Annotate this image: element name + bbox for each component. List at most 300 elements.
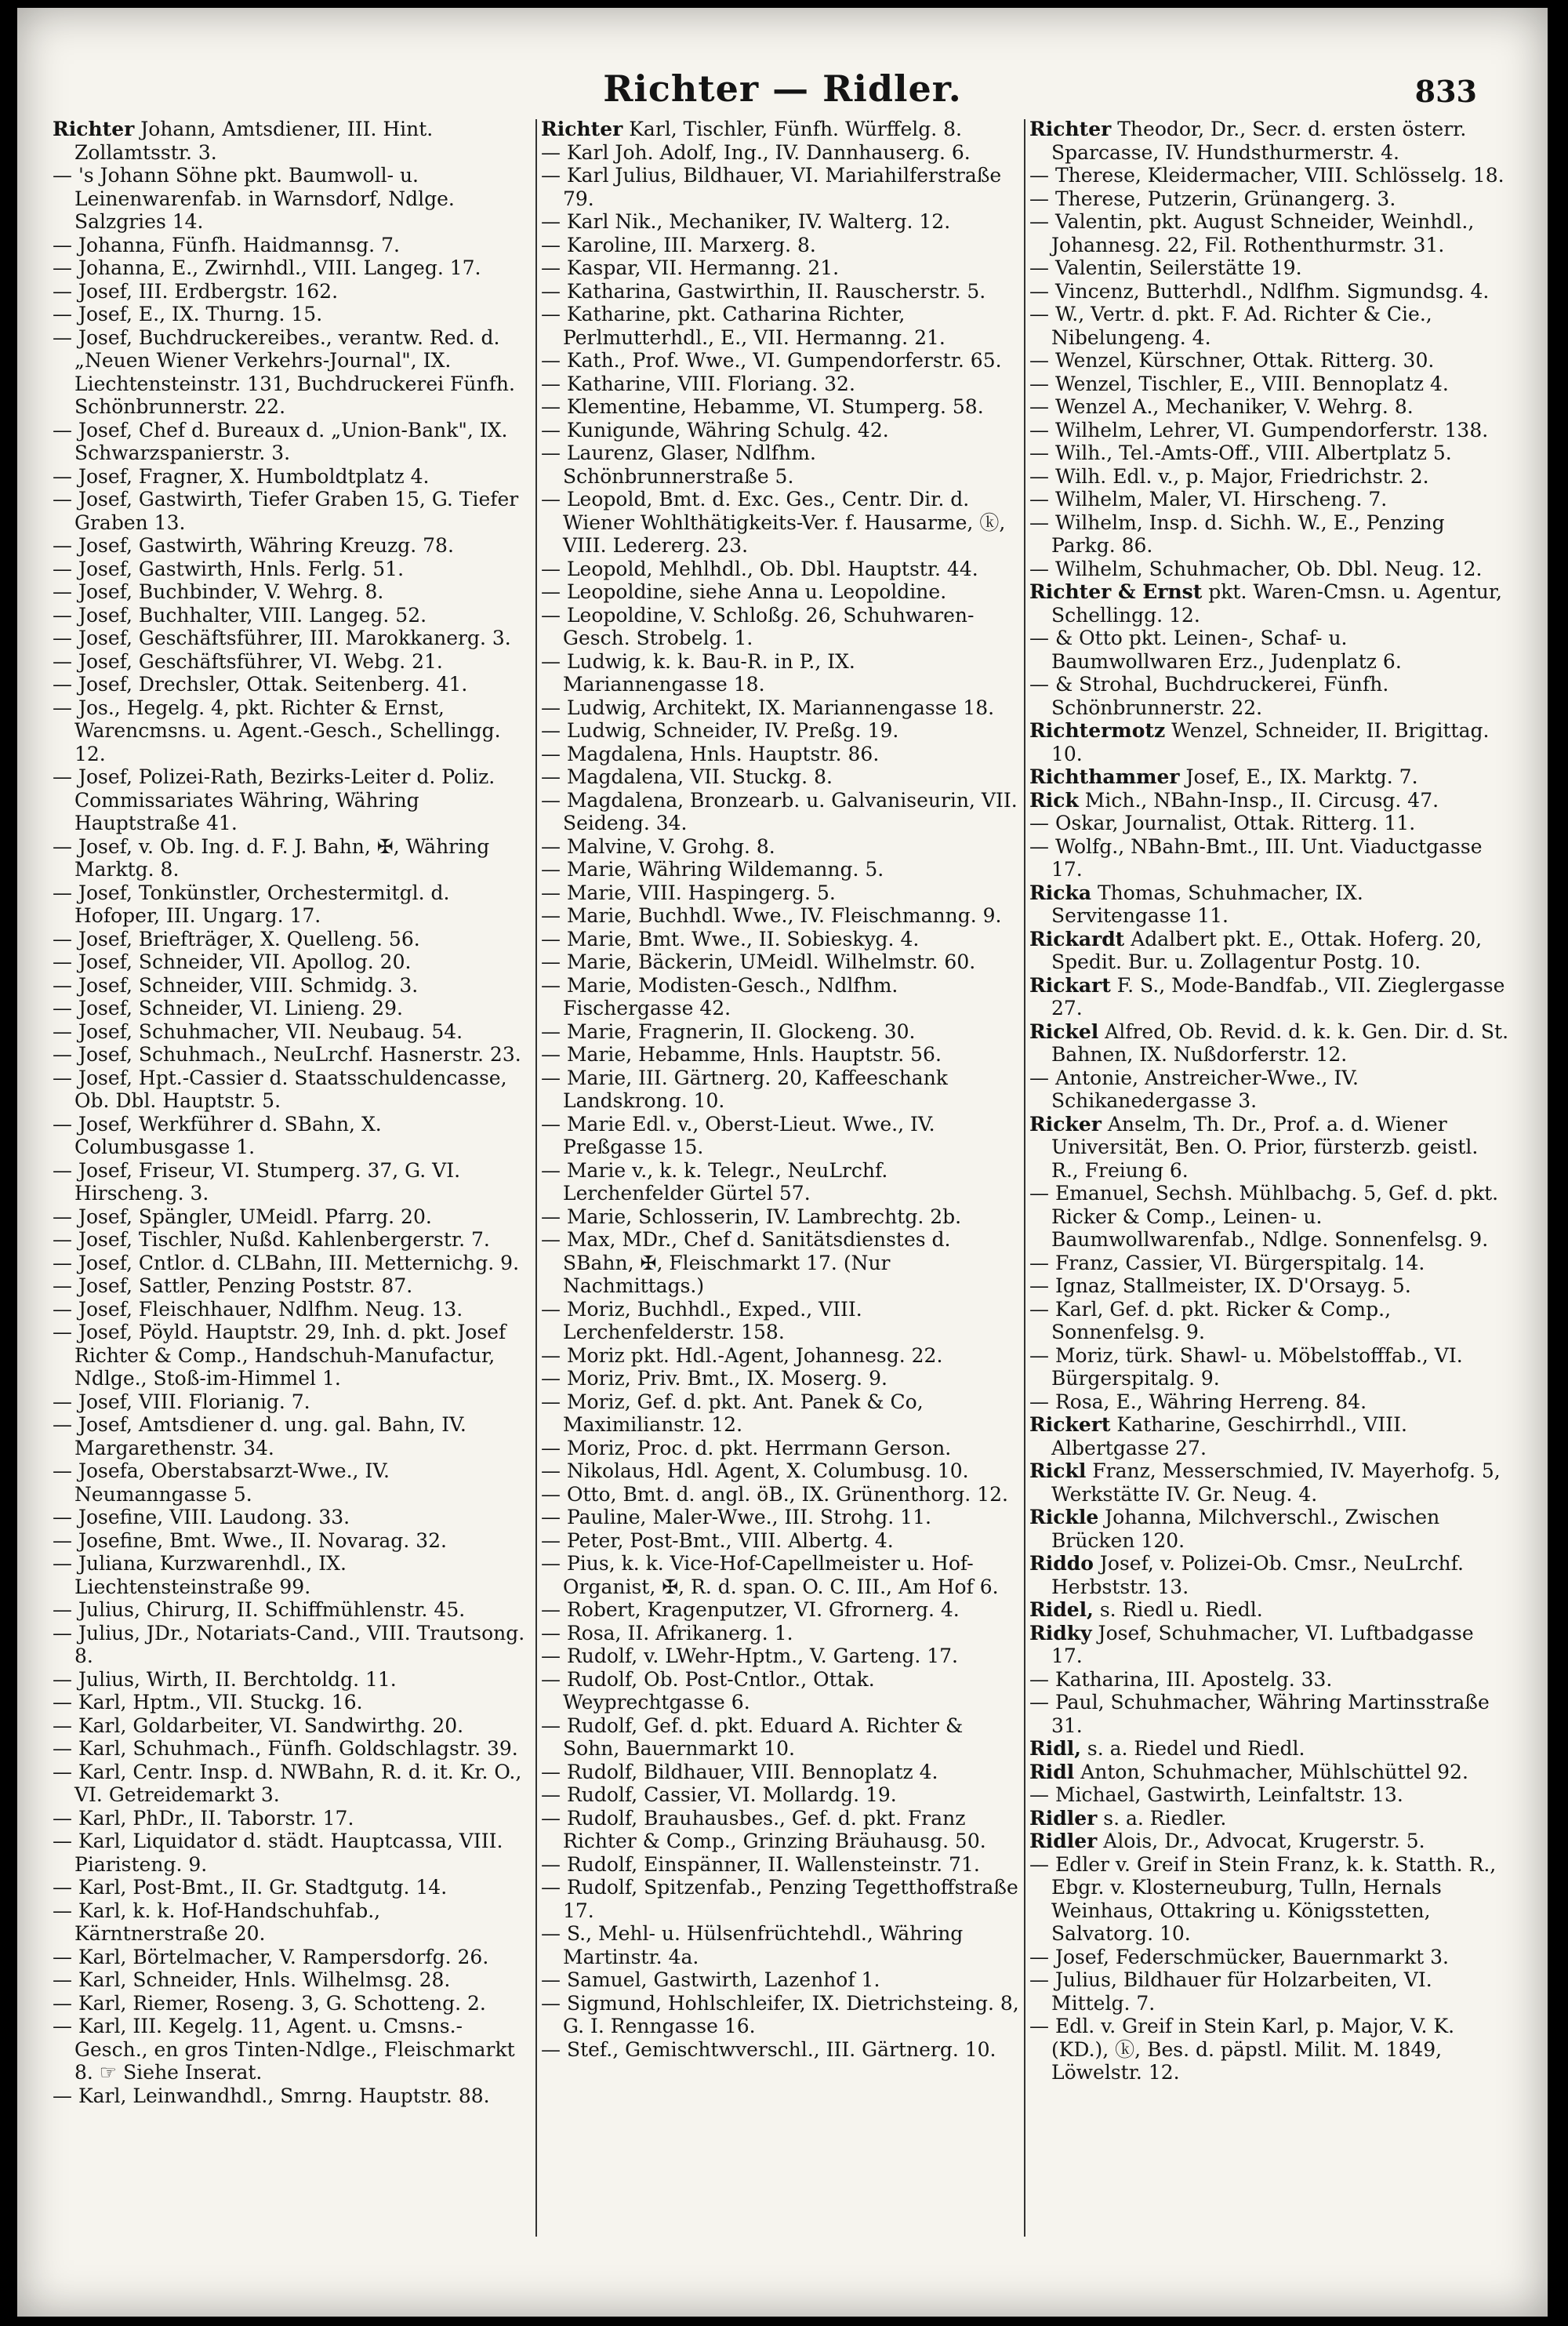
entry-text: — Karl, k. k. Hof-Handschuhfab., Kärntnerstraße 20. [53,1899,381,1945]
directory-entry [1029,1691,1509,1737]
directory-entry [1029,1067,1509,1113]
directory-page [17,8,1548,2317]
entry-text: — Ludwig, Schneider, IV. Preßg. 19. [541,719,899,742]
directory-entry [1029,349,1509,373]
entry-text: — Josef, Amtsdiener d. ung. gal. Bahn, IV. Margarethenstr. 34. [53,1413,466,1459]
directory-entry [541,1922,1021,1968]
directory-entry [1029,1252,1509,1275]
entry-surname: Richtermotz [1029,719,1166,742]
directory-entry [1029,928,1509,974]
directory-entry [541,858,1021,881]
directory-entry [53,1274,532,1298]
directory-entry [541,1298,1021,1344]
entry-text: — Karl, Leinwandhdl., Smrng. Hauptstr. 88. [53,2084,490,2107]
directory-entry [53,1413,532,1459]
directory-entry [541,1205,1021,1229]
entry-text: — Josef, Tischler, Nußd. Kahlenbergerstr. 7. [53,1228,490,1251]
directory-entry [53,164,532,234]
entry-text: — Josef, Fragner, X. Humboldtplatz 4. [53,464,430,488]
directory-entry [53,997,532,1020]
directory-entry [53,1113,532,1159]
directory-entry [1029,395,1509,419]
directory-entry [541,1968,1021,1992]
directory-entry [541,1992,1021,2038]
directory-entry [1029,1783,1509,1807]
entry-text: — Josef, VIII. Florianig. 7. [53,1390,310,1413]
entry-surname: Rickert [1029,1413,1111,1436]
directory-entry [541,303,1021,349]
directory-entry [541,1853,1021,1877]
entry-text: — Josef, Gastwirth, Hnls. Ferlg. 51. [53,557,405,580]
entry-text: — Johanna, Fünfh. Haidmannsg. 7. [53,233,400,256]
entry-text: — Josef, Buchhalter, VIII. Langeg. 52. [53,603,427,627]
directory-entry [1029,1946,1509,1969]
entry-text: Alfred, Ob. Revid. d. k. k. Gen. Dir. d. St. Bahnen, IX. Nußdorferstr. 12. [1051,1019,1509,1066]
entry-text: — Franz, Cassier, VI. Bürgerspitalg. 14. [1029,1251,1425,1274]
entry-text: — Katharina, III. Apostelg. 33. [1029,1667,1333,1691]
directory-entry [541,1714,1021,1761]
entry-text: — Moriz, Proc. d. pkt. Herrmann Gerson. [541,1436,952,1459]
directory-entry [1029,1182,1509,1252]
entry-text: — Kaspar, VII. Hermanng. 21. [541,256,840,279]
entry-text: — Wilh., Tel.-Amts-Off., VIII. Albertplatz 5. [1029,442,1452,464]
directory-entry [1029,673,1509,719]
entry-text: s. a. Riedel und Riedl. [1080,1737,1305,1760]
entry-text: — Karl, PhDr., II. Taborstr. 17. [53,1806,354,1830]
entry-text: — Moriz, Priv. Bmt., IX. Moserg. 9. [541,1367,887,1390]
entry-text: — Samuel, Gastwirth, Lazenhof 1. [541,1968,880,1991]
directory-entry [541,719,1021,743]
directory-entry [541,1506,1021,1529]
entry-text: — Moriz, Gef. d. pkt. Ant. Panek & Co, Maximilianstr. 12. [541,1390,924,1436]
directory-entry [541,789,1021,835]
directory-entry [1029,558,1509,581]
page-number: 833 [1414,74,1477,109]
entry-text: — Johanna, E., Zwirnhdl., VIII. Langeg. 17. [53,256,481,279]
entry-text: — Therese, Kleidermacher, VIII. Schlösselg. 18. [1029,164,1504,187]
entry-text: — Laurenz, Glaser, Ndlfhm. Schönbrunnerstraße 5. [541,442,816,488]
directory-entry [53,1067,532,1113]
directory-entry [541,881,1021,905]
entry-text: — Karl Nik., Mechaniker, IV. Walterg. 12. [541,210,951,233]
directory-entry [53,650,532,674]
entry-text: — Sigmund, Hohlschleifer, IX. Dietrichsteing. 8, G. I. Renngasse 16. [541,1991,1019,2037]
directory-entry [53,1529,532,1553]
entry-text: — Karl, Riemer, Roseng. 3, G. Schotteng. 2. [53,1991,486,2015]
entry-text: — Rosa, II. Afrikanerg. 1. [541,1621,793,1645]
entry-text: — Magdalena, Hnls. Hauptstr. 86. [541,742,880,765]
directory-entry [1029,1968,1509,2015]
directory-entry [1029,2015,1509,2084]
entry-surname: Ricka [1029,881,1092,904]
entry-surname: Rickardt [1029,927,1125,950]
entry-text: — Karl, Liquidator d. städt. Hauptcassa, VIII. Piaristeng. 9. [53,1830,503,1876]
entry-text: — Karl, Hptm., VII. Stuckg. 16. [53,1691,363,1714]
entry-text: — Josefa, Oberstabsarzt-Wwe., IV. Neumanngasse 5. [53,1459,390,1506]
entry-text: — Josef, Fleischhauer, Ndlfhm. Neug. 13. [53,1297,463,1321]
directory-entry [1029,1413,1509,1459]
entry-text: — Rudolf, Cassier, VI. Mollardg. 19. [541,1783,897,1806]
directory-entry [1029,881,1509,928]
entry-text: — Josef, Chef d. Bureaux d. „Union-Bank", IX. Schwarzspanierstr. 3. [53,418,508,464]
entry-text: — Josef, Briefträger, X. Quelleng. 56. [53,927,420,950]
directory-entry [53,1714,532,1738]
entry-text: — S., Mehl- u. Hülsenfrüchtehdl., Währing Martinstr. 4a. [541,1922,964,1968]
entry-text: — Josef, Buchbinder, V. Wehrg. 8. [53,580,384,603]
directory-entry [1029,1020,1509,1067]
entry-text: — Josef, Gastwirth, Währing Kreuzg. 78. [53,534,454,557]
directory-entry [53,2084,532,2108]
entry-text: — Josef, Polizei-Rath, Bezirks-Leiter d. Poliz. Commissariates Währing, Währing Hauptstraße 41. [53,765,495,834]
entry-text: — Josef, v. Ob. Ing. d. F. J. Bahn, ✠, Währing Marktg. 8. [53,834,490,881]
entry-text: — Wilh. Edl. v., p. Major, Friedrichstr. 2. [1029,464,1429,488]
entry-text: — Marie, Währing Wildemanng. 5. [541,858,884,881]
entry-surname: Richter [1029,118,1112,140]
entry-text: — Wolfg., NBahn-Bmt., III. Unt. Viaductgasse 17. [1029,834,1483,881]
directory-entry [53,280,532,303]
entry-text: — Marie, Bmt. Wwe., II. Sobieskyg. 4. [541,927,920,950]
entry-text: — Karoline, III. Marxerg. 8. [541,233,816,256]
entry-text: — Edler v. Greif in Stein Franz, k. k. Statth. R., Ebgr. v. Klosterneuburg, Tulln, Hernals Weinhaus, Ottakring u. Königsstetten, Salvatorg. 10. [1029,1852,1497,1945]
directory-entry [53,303,532,326]
entry-text: — Karl, Centr. Insp. d. NWBahn, R. d. it. Kr. O., VI. Getreidemarkt 3. [53,1760,522,1806]
directory-entry [541,650,1021,696]
entry-text: — Katharine, VIII. Floriang. 32. [541,372,855,395]
directory-entry [1029,442,1509,465]
entry-text: — Valentin, Seilerstätte 19. [1029,256,1302,279]
directory-entry [53,1205,532,1229]
directory-entry [541,1067,1021,1113]
entry-text: — Rudolf, Spitzenfab., Penzing Tegetthoffstraße 17. [541,1876,1018,1922]
entry-text: — Moriz, Buchhdl., Exped., VIII. Lerchenfelderstr. 158. [541,1297,862,1343]
entry-text: — Wilhelm, Maler, VI. Hirscheng. 7. [1029,488,1388,511]
entry-text: — Kunigunde, Währing Schulg. 42. [541,418,889,442]
directory-entry [541,1552,1021,1598]
entry-text: — 's Johann Söhne pkt. Baumwoll- u. Leinenwarenfab. in Warnsdorf, Ndlge. Salzgries 14. [53,164,455,233]
directory-entry [53,928,532,951]
entry-text: — Josef, Werkführer d. SBahn, X. Columbusgasse 1. [53,1112,382,1158]
directory-entry [53,1228,532,1252]
directory-entry [53,1298,532,1321]
entry-text: — Julius, Bildhauer für Holzarbeiten, VI. Mittelg. 7. [1029,1968,1432,2015]
entry-text: — Ludwig, k. k. Bau-R. in P., IX. Mariannengasse 18. [541,649,855,696]
entry-text: — Emanuel, Sechsh. Mühlbachg. 5, Gef. d. pkt. Ricker & Comp., Leinen- u. Baumwollwarenfab., Ndlge. Sonnenfelsg. 9. [1029,1182,1499,1251]
entry-text: — Marie Edl. v., Oberst-Lieut. Wwe., IV. Preßgasse 15. [541,1112,935,1158]
directory-entry [541,1783,1021,1807]
entry-text: — Josef, Spängler, UMeidl. Pfarrg. 20. [53,1205,432,1228]
entry-text: — Leopoldine, siehe Anna u. Leopoldine. [541,580,947,603]
entry-text: — Karl, Schneider, Hnls. Wilhelmsg. 28. [53,1968,451,1991]
directory-entry [541,2038,1021,2062]
column-divider [1024,119,1025,2237]
directory-entry [541,1876,1021,1922]
entry-surname: Richthammer [1029,765,1180,788]
entry-text: — Karl, Schuhmach., Fünfh. Goldschlagstr. 39. [53,1737,518,1760]
directory-entry [541,488,1021,558]
entry-text: — Robert, Kragenputzer, VI. Gfrornerg. 4. [541,1598,960,1621]
directory-entry [53,234,532,257]
entry-text: — Rudolf, v. LWehr-Hptm., V. Garteng. 17. [541,1645,959,1667]
directory-entry [541,1367,1021,1390]
entry-text: — Oskar, Journalist, Ottak. Ritterg. 11. [1029,812,1416,834]
entry-text: — Josef, Gastwirth, Tiefer Graben 15, G. Tiefer Graben 13. [53,488,519,534]
directory-entry [53,1946,532,1969]
entry-text: — Marie v., k. k. Telegr., NeuLrchf. Lerchenfelder Gürtel 57. [541,1158,888,1205]
directory-entry [1029,719,1509,765]
entry-surname: Ridl, [1029,1737,1081,1760]
entry-text: Anton, Schuhmacher, Mühlschüttel 92. [1074,1760,1468,1783]
directory-entry [53,881,532,928]
entry-text: — Josef, Geschäftsführer, III. Marokkanerg. 3. [53,627,511,649]
entry-text: — Moriz, türk. Shawl- u. Möbelstofffab., VI. Bürgerspitalg. 9. [1029,1343,1463,1390]
directory-entry [1029,488,1509,511]
entry-text: — Therese, Putzerin, Grünangerg. 3. [1029,187,1396,210]
entry-text: — Josef, Friseur, VI. Stumperg. 37, G. VI. Hirscheng. 3. [53,1158,461,1205]
entry-text: Josef, E., IX. Marktg. 7. [1179,765,1418,788]
entry-text: — Ludwig, Architekt, IX. Mariannengasse 18. [541,696,995,719]
directory-entry [53,1020,532,1044]
directory-entry [1029,835,1509,881]
entry-text: — Antonie, Anstreicher-Wwe., IV. Schikanedergasse 3. [1029,1066,1359,1112]
entry-text: — Wenzel, Kürschner, Ottak. Ritterg. 30. [1029,349,1435,372]
entry-text: — Rudolf, Ob. Post-Cntlor., Ottak. Weyprechtgasse 6. [541,1667,875,1714]
entry-text: — Josefine, Bmt. Wwe., II. Novarag. 32. [53,1528,447,1552]
directory-entry [1029,1830,1509,1853]
entry-text: — Julius, Wirth, II. Berchtoldg. 11. [53,1667,397,1691]
column-divider [535,119,537,2237]
directory-entry [53,1159,532,1205]
directory-entry [541,974,1021,1020]
entry-text: — Marie, VIII. Haspingerg. 5. [541,881,836,904]
entry-text: — Rudolf, Bildhauer, VIII. Bennoplatz 4. [541,1760,938,1783]
directory-entry [541,558,1021,581]
entry-text: — Julius, Chirurg, II. Schiffmühlenstr. 45. [53,1598,466,1621]
directory-entry [53,1552,532,1598]
directory-entry [541,1622,1021,1645]
directory-entry [1029,280,1509,303]
directory-entry [541,1228,1021,1298]
directory-entry [53,256,532,280]
directory-entry [53,1598,532,1622]
directory-entry [53,1992,532,2015]
entry-text: — Josef, Schuhmach., NeuLrchf. Hasnerstr. 23. [53,1043,521,1066]
entry-text: Theodor, Dr., Secr. d. ersten österr. Sparcasse, IV. Hundsthurmerstr. 4. [1051,118,1467,164]
entry-text: — Marie, Bäckerin, UMeidl. Wilhelmstr. 60. [541,950,976,973]
entry-text: — Leopold, Bmt. d. Exc. Ges., Centr. Dir. d. Wiener Wohlthätigkeits-Ver. f. Hausarme, ⓚ, VIII. Ledererg. 23. [541,488,1006,557]
directory-entry [541,419,1021,442]
entry-surname: Ridel, [1029,1598,1094,1621]
directory-entry [1029,765,1509,789]
directory-entry [53,1390,532,1414]
directory-entry [541,210,1021,234]
entry-text: — Wenzel A., Mechaniker, V. Wehrg. 8. [1029,395,1414,418]
entry-text: s. Riedl u. Riedl. [1093,1598,1263,1621]
directory-entry [541,234,1021,257]
directory-entry [53,1459,532,1506]
entry-text: — Leopoldine, V. Schloßg. 26, Schuhwaren-Gesch. Strobelg. 1. [541,603,975,649]
entry-text: Franz, Messerschmied, IV. Mayerhofg. 5, Werkstätte IV. Gr. Neug. 4. [1051,1459,1501,1506]
entry-text: — Josef, Schneider, VI. Linieng. 29. [53,997,403,1019]
directory-entry [53,580,532,604]
entry-text: — Klementine, Hebamme, VI. Stumperg. 58. [541,395,984,418]
entry-text: — Ignaz, Stallmeister, IX. D'Orsayg. 5. [1029,1274,1411,1297]
directory-entry [541,1483,1021,1506]
entry-text: Mich., NBahn-Insp., II. Circusg. 47. [1078,788,1439,812]
directory-entry [541,1807,1021,1853]
entry-text: — Rosa, E., Währing Herreng. 84. [1029,1390,1367,1413]
directory-entry [541,1645,1021,1668]
entry-text: Katharine, Geschirrhdl., VIII. Albertgasse 27. [1051,1413,1407,1459]
directory-entry [53,765,532,835]
directory-entry [1029,164,1509,187]
directory-entry [53,2015,532,2084]
directory-entry [1029,1506,1509,1552]
directory-column-2 [541,118,1021,2061]
directory-entry [53,974,532,998]
directory-entry [541,1390,1021,1437]
directory-entry [541,442,1021,488]
entry-text: — Karl, Gef. d. pkt. Ricker & Comp., Sonnenfelsg. 9. [1029,1297,1392,1343]
entry-text: — W., Vertr. d. pkt. F. Ad. Richter & Cie., Nibelungeng. 4. [1029,303,1432,349]
directory-entry [541,164,1021,210]
entry-text: — Rudolf, Gef. d. pkt. Eduard A. Richter & Sohn, Bauernmarkt 10. [541,1714,964,1760]
entry-text: — Katharine, pkt. Catharina Richter, Perlmutterhdl., E., VII. Hermanng. 21. [541,303,946,349]
directory-entry [1029,1668,1509,1692]
entry-text: — Josef, Pöyld. Hauptstr. 29, Inh. d. pkt. Josef Richter & Comp., Handschuh-Manufactur, Ndlge., Stoß-im-Himmel 1. [53,1321,506,1390]
directory-entry [541,373,1021,396]
directory-entry [1029,1737,1509,1761]
entry-text: Josef, v. Polizei-Ob. Cmsr., NeuLrchf. Herbststr. 13. [1051,1552,1464,1598]
entry-surname: Rickel [1029,1019,1099,1043]
entry-text: — Edl. v. Greif in Stein Karl, p. Major, V. K. (KD.), ⓚ, Bes. d. päpstl. Milit. M. 1849, Löwelstr. 12. [1029,2015,1455,2084]
directory-entry [1029,1113,1509,1183]
entry-text: — Karl Julius, Bildhauer, VI. Mariahilferstraße 79. [541,164,1002,210]
directory-entry [53,673,532,696]
entry-text: — Pius, k. k. Vice-Hof-Capellmeister u. Hof-Organist, ✠, R. d. span. O. C. III., Am Hof 6. [541,1552,999,1598]
entry-text: — & Otto pkt. Leinen-, Schaf- u. Baumwollwaren Erz., Judenplatz 6. [1029,627,1402,673]
directory-entry [541,904,1021,928]
entry-text: pkt. Waren-Cmsn. u. Agentur, Schellingg. 12. [1051,580,1502,627]
entry-text: — Karl Joh. Adolf, Ing., IV. Dannhauserg. 6. [541,140,971,164]
entry-text: — Marie, Buchhdl. Wwe., IV. Fleischmanng. 9. [541,904,1002,927]
directory-entry [53,488,532,534]
directory-entry [53,1761,532,1807]
entry-text: — Josef, Federschmücker, Bauernmarkt 3. [1029,1945,1449,1968]
directory-column-1 [53,118,532,2107]
entry-surname: Riddo [1029,1552,1094,1575]
entry-text: — Marie, Fragnerin, II. Glockeng. 30. [541,1019,916,1043]
directory-entry [53,1252,532,1275]
directory-entry [53,1830,532,1876]
entry-surname: Ridler [1029,1806,1098,1830]
entry-text: — Wenzel, Tischler, E., VIII. Bennoplatz 4. [1029,372,1449,395]
directory-entry [541,1598,1021,1622]
directory-entry [1029,511,1509,558]
directory-entry [53,1321,532,1390]
entry-text: Josef, Schuhmacher, VI. Luftbadgasse 17. [1051,1621,1474,1667]
directory-entry [541,118,1021,141]
directory-entry [1029,1598,1509,1622]
directory-entry [541,765,1021,789]
directory-entry [53,950,532,974]
entry-text: — Peter, Post-Bmt., VIII. Albertg. 4. [541,1528,894,1552]
directory-entry [1029,1298,1509,1344]
entry-text: — Karl, III. Kegelg. 11, Agent. u. Cmsns.-Gesch., en gros Tinten-Ndlge., Fleischmarkt 8. ☞ Siehe Inserat. [53,2015,515,2084]
entry-text: — Nikolaus, Hdl. Agent, X. Columbusg. 10. [541,1459,969,1482]
entry-text: — Kath., Prof. Wwe., VI. Gumpendorferstr. 65. [541,349,1002,372]
directory-entry [1029,465,1509,489]
directory-entry [541,928,1021,951]
entry-text: — Magdalena, VII. Stuckg. 8. [541,765,833,788]
directory-entry [1029,627,1509,673]
directory-entry [541,256,1021,280]
directory-entry [1029,1344,1509,1390]
page-header-title: Richter — Ridler. [603,67,962,110]
entry-surname: Richter [541,118,623,140]
directory-entry [53,627,532,650]
entry-text: — Jos., Hegelg. 4, pkt. Richter & Ernst, Warencmsns. u. Agent.-Gesch., Schellingg. 12. [53,696,501,765]
entry-text: — Josef, Hpt.-Cassier d. Staatsschuldencasse, Ob. Dbl. Hauptstr. 5. [53,1066,507,1112]
entry-text: — Josefine, VIII. Laudong. 33. [53,1506,350,1528]
directory-entry [1029,789,1509,812]
entry-text: — Josef, Drechsler, Ottak. Seitenberg. 41. [53,673,468,696]
entry-surname: Ricker [1029,1112,1102,1136]
directory-entry [1029,1622,1509,1668]
directory-entry [541,1043,1021,1067]
directory-entry [541,950,1021,974]
entry-surname: Ridl [1029,1760,1075,1783]
directory-entry [53,118,532,164]
directory-entry [1029,1459,1509,1506]
entry-text: — Juliana, Kurzwarenhdl., IX. Liechtensteinstraße 99. [53,1552,347,1598]
entry-text: — Magdalena, Bronzearb. u. Galvaniseurin, VII. Seideng. 34. [541,788,1018,834]
directory-entry [53,326,532,419]
entry-text: Anselm, Th. Dr., Prof. a. d. Wiener Universität, Ben. O. Prior, fürsterzb. geistl. R., Freiung 6. [1051,1112,1479,1182]
entry-text: — Karl, Börtelmacher, V. Rampersdorfg. 26. [53,1945,489,1968]
entry-text: — Wilhelm, Insp. d. Sichh. W., E., Penzing Parkg. 86. [1029,511,1445,557]
entry-text: — Katharina, Gastwirthin, II. Rauscherstr. 5. [541,279,986,303]
entry-text: — Rudolf, Einspänner, II. Wallensteinstr. 71. [541,1852,980,1876]
directory-entry [1029,210,1509,256]
directory-entry [541,349,1021,373]
entry-surname: Richter & Ernst [1029,580,1203,603]
directory-entry [53,465,532,489]
directory-entry [1029,118,1509,164]
directory-entry [541,580,1021,604]
directory-entry [53,1691,532,1714]
entry-text: — Josef, Buchdruckereibes., verantw. Red. d. „Neuen Wiener Verkehrs-Journal", IX. Liechtensteinstr. 131, Buchdruckerei Fünfh. Schönbrunnerstr. 22. [53,325,515,418]
entry-text: — Moriz pkt. Hdl.-Agent, Johannesg. 22. [541,1343,943,1367]
entry-text: — Marie, Schlosserin, IV. Lambrechtg. 2b. [541,1205,962,1228]
entry-text: Johann, Amtsdiener, III. Hint. Zollamtsstr. 3. [74,118,434,164]
directory-entry [53,1737,532,1761]
directory-entry [1029,974,1509,1020]
entry-text: Karl, Tischler, Fünfh. Würffelg. 8. [622,118,962,140]
entry-text: — Josef, Schneider, VIII. Schmidg. 3. [53,973,419,997]
entry-text: — Karl, Post-Bmt., II. Gr. Stadtgutg. 14. [53,1876,448,1899]
directory-entry [541,835,1021,859]
entry-text: — Josef, III. Erdbergstr. 162. [53,279,339,303]
directory-entry [53,1043,532,1067]
entry-text: — & Strohal, Buchdruckerei, Fünfh. Schönbrunnerstr. 22. [1029,673,1389,719]
entry-text: — Josef, Schuhmacher, VII. Neubaug. 54. [53,1019,463,1043]
entry-text: — Michael, Gastwirth, Leinfaltstr. 13. [1029,1783,1403,1806]
entry-text: Adalbert pkt. E., Ottak. Hoferg. 20, Spedit. Bur. u. Zollagentur Postg. 10. [1051,927,1483,973]
entry-surname: Rickart [1029,973,1111,997]
directory-entry [541,1113,1021,1159]
directory-entry [1029,1390,1509,1414]
directory-entry [53,604,532,627]
